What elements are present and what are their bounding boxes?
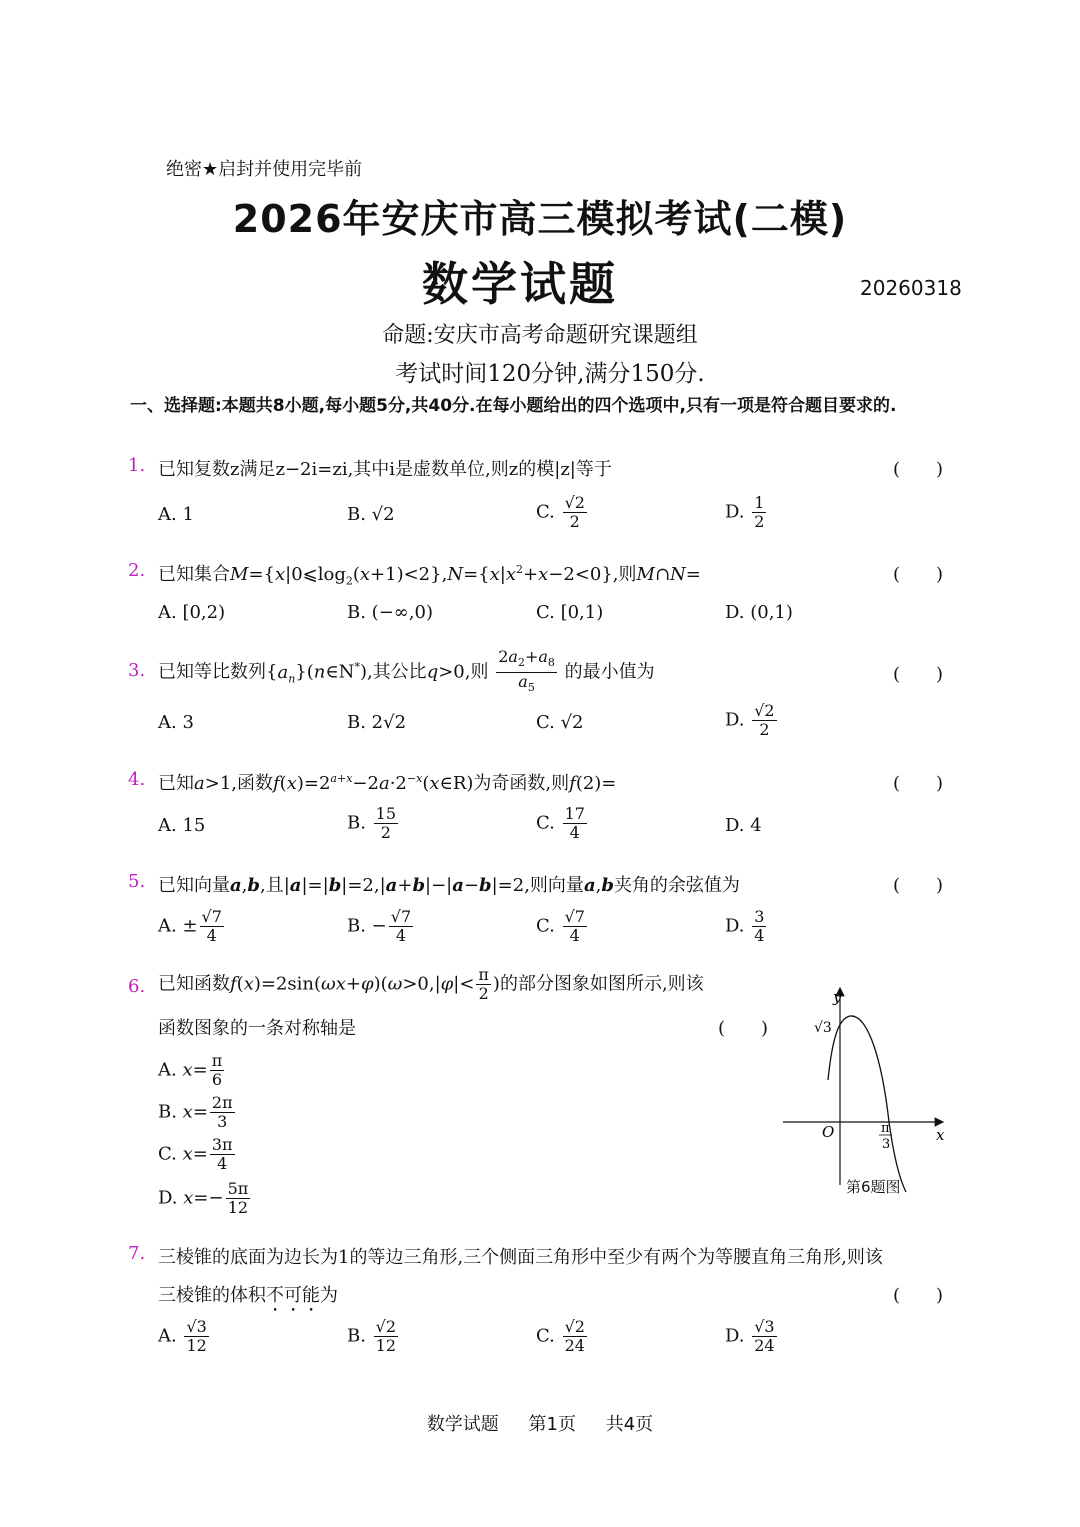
question-number: 4. <box>128 769 146 790</box>
y-tick-sqrt3: √3 <box>814 1020 832 1036</box>
answer-paren: ( ) <box>893 664 944 685</box>
function-graph-figure <box>778 980 968 1200</box>
option-d: D. $\frac{3}{4}$ <box>725 907 765 945</box>
option-c: C. $\frac{√2}{24}$ <box>536 1317 585 1355</box>
question-text-line2: 函数图象的一条对称轴是 <box>158 1018 356 1039</box>
answer-paren: ( ) <box>893 875 944 896</box>
option-a: A. ± $\frac{√7}{4}$ <box>158 907 222 945</box>
answer-paren: ( ) <box>893 564 944 585</box>
question-number: 3. <box>128 660 146 681</box>
option-d: D. (0,1) <box>725 602 793 623</box>
option-c: C. $\frac{17}{4}$ <box>536 804 585 842</box>
origin-label: O <box>822 1123 835 1141</box>
option-c: C. [0,1) <box>536 602 604 623</box>
question-text: 已知向量a,b,且|a|=|b|=2,|a+b|−|a−b|=2,则向量a,b夹角的余弦值为 <box>158 875 740 896</box>
author-line: 命题:安庆市高考命题研究课题组 <box>382 323 698 348</box>
q7-emphasis: 不可能 <box>266 1285 320 1306</box>
question-text: 已知等比数列$\{a_n\}(n\in N^*)$,其公比q>0,则 $\frac{2a_2+a_8}{a_5}$ 的最小值为 <box>158 647 655 695</box>
question-number: 7. <box>128 1243 146 1264</box>
section-heading: 一、选择题:本题共8小题,每小题5分,共40分.在每小题给出的四个选项中,只有一项是符合题目要求的. <box>130 396 897 416</box>
option-b: B. √2 <box>347 504 395 525</box>
answer-paren: ( ) <box>893 459 944 480</box>
option-a: A. x= $\frac{\pi}{6}$ <box>158 1051 223 1089</box>
confidential-label: 绝密★启封并使用完毕前 <box>166 159 363 180</box>
question-text-line2 <box>158 1281 338 1316</box>
option-d: D. 4 <box>725 815 762 836</box>
question-text: 三棱锥的底面为边长为1的等边三角形,三个侧面三角形中至少有两个为等腰直角三角形,则该 <box>158 1247 883 1268</box>
option-d: D. $\frac{1}{2}$ <box>725 493 765 531</box>
answer-paren: ( ) <box>893 773 944 794</box>
option-b: B. 2√2 <box>347 712 407 733</box>
option-a: A. 1 <box>158 504 194 525</box>
option-d: D. $\frac{√2}{2}$ <box>725 701 775 739</box>
option-a: A. 15 <box>158 815 206 836</box>
option-b: B. $\frac{√2}{12}$ <box>347 1317 397 1355</box>
question-text: 已知集合$M=\{x|0⩽\log_2(x+1)<2\},N=\{x|x^2+x-2<0\}$,则M∩N= <box>158 563 701 588</box>
question-text: 已知复数z满足z−2i=zi,其中i是虚数单位,则z的模|z|等于 <box>158 459 612 480</box>
option-a: A. $\frac{√3}{12}$ <box>158 1317 207 1355</box>
answer-paren: ( ) <box>893 1285 944 1306</box>
q7-text-c: 为 <box>320 1285 338 1306</box>
question-number: 6. <box>128 976 146 997</box>
option-c: C. $\frac{√2}{2}$ <box>536 493 585 531</box>
x-axis-label: x <box>936 1126 945 1144</box>
option-b: B. − $\frac{√7}{4}$ <box>347 907 412 945</box>
option-d: D. $\frac{√3}{24}$ <box>725 1317 775 1355</box>
subject-title: 数学试题 <box>422 257 618 311</box>
question-number: 2. <box>128 560 146 581</box>
footer-page: 第1页 <box>528 1414 576 1435</box>
exam-title: 2026年安庆市高三模拟考试(二模) <box>232 197 848 241</box>
time-note: 考试时间120分钟,满分150分. <box>395 361 705 387</box>
q7-text-a: 三棱锥的体积 <box>158 1285 266 1306</box>
x-tick-pi-den: 3 <box>882 1137 891 1152</box>
footer-total: 共4页 <box>605 1414 654 1435</box>
option-d: D. x=− $\frac{5\pi}{12}$ <box>158 1179 249 1217</box>
footer-subject: 数学试题 <box>426 1414 499 1435</box>
figure-caption: 第6题图 <box>846 1178 901 1196</box>
option-a: A. [0,2) <box>158 602 226 623</box>
question-text: 已知函数f(x)=2sin(ωx+φ)(ω>0,|φ|< $\frac{\pi}{2}$ )的部分图象如图所示,则该 <box>158 965 704 1003</box>
option-c: C. $\frac{√7}{4}$ <box>536 907 585 945</box>
answer-paren: ( ) <box>718 1018 769 1039</box>
question-number: 1. <box>128 455 146 476</box>
option-b: B. $\frac{15}{2}$ <box>347 804 397 842</box>
option-b: B. x= $\frac{2\pi}{3}$ <box>158 1093 233 1131</box>
option-c: C. √2 <box>536 712 584 733</box>
question-number: 5. <box>128 871 146 892</box>
y-axis-label: y <box>833 988 842 1006</box>
question-text: 已知a>1,函数$f(x)=2^{a+x}-2a\cdot 2^{-x}(x\in R)$为奇函数,则f(2)= <box>158 772 617 794</box>
option-b: B. (−∞,0) <box>347 602 433 623</box>
page-footer <box>0 1410 1080 1436</box>
option-c: C. x= $\frac{3\pi}{4}$ <box>158 1135 233 1173</box>
option-a: A. 3 <box>158 712 194 733</box>
x-tick-pi-num: π <box>881 1121 890 1136</box>
exam-date: 20260318 <box>860 276 962 300</box>
